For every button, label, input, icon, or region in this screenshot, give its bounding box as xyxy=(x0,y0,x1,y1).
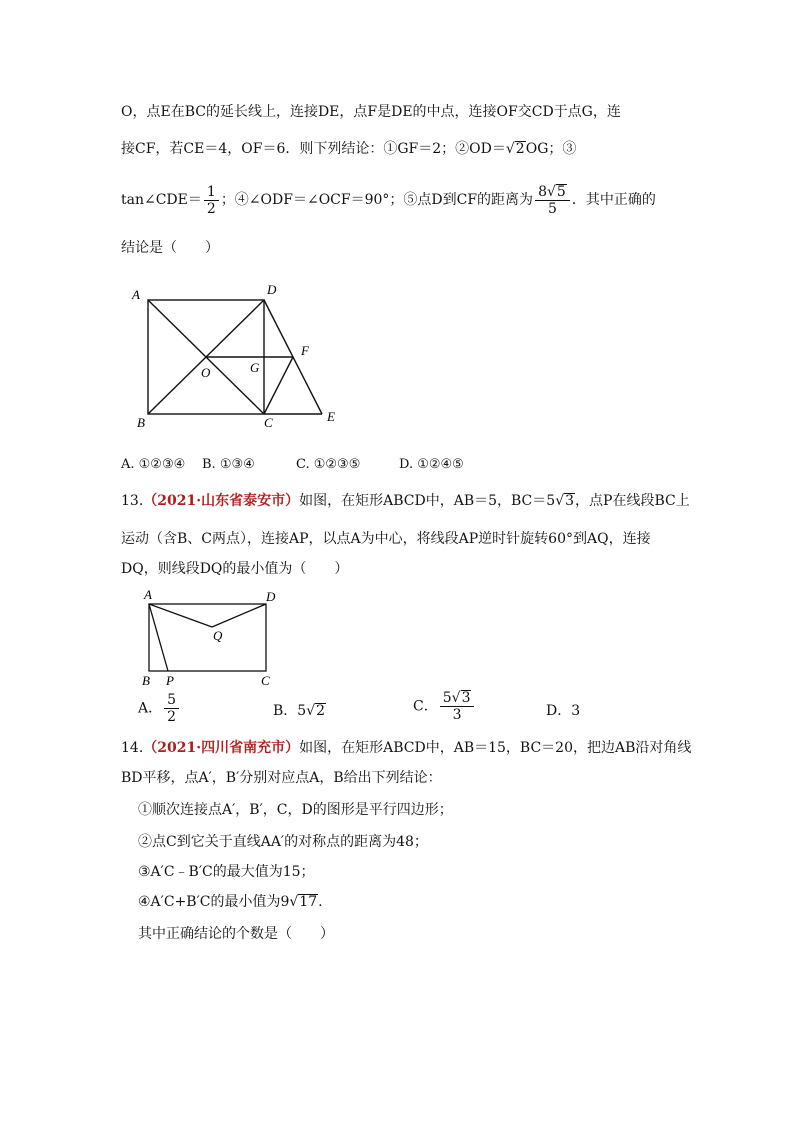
q14-item1: ①顺次连接点A′，B′，C，D的图形是平行四边形； xyxy=(138,802,453,818)
q14-question: 其中正确结论的个数是（ ） xyxy=(138,926,334,942)
label-A: A xyxy=(132,287,140,302)
q12-option-b: B. ①③④ xyxy=(202,457,255,472)
q12-text-line3 xyxy=(121,182,656,218)
sqrt-3: √3 xyxy=(555,493,575,509)
fraction-8root5-over-5: $\frac{8√5}{5}$ xyxy=(535,184,570,217)
q12-option-c: C. ①②③⑤ xyxy=(296,457,361,472)
label-B: B xyxy=(137,415,145,430)
q13-source: （2021·山东省泰安市） xyxy=(143,493,300,509)
q14-item3: ③A′C﹣B′C的最大值为15； xyxy=(138,864,315,880)
q14-line1-rest: 如图，在矩形ABCD中，AB＝15，BC＝20，把边AB沿对角线 xyxy=(299,740,692,756)
label-Q: Q xyxy=(213,628,223,643)
label-B: B xyxy=(142,673,150,688)
q13-figure xyxy=(138,588,298,688)
q14-item2: ②点C到它关于直线AA′的对称点的距离为48； xyxy=(138,834,428,850)
label-C: C xyxy=(264,415,273,430)
fraction-one-half: $\frac{1}{2}$ xyxy=(204,184,219,217)
tan-expression: tan∠CDE＝ xyxy=(121,192,202,208)
q13-number: 13. xyxy=(121,493,144,509)
q13-line1-rest: 如图，在矩形ABCD中，AB＝5，BC＝5 xyxy=(299,493,556,509)
q14-text-line1 xyxy=(121,738,691,758)
q12-line2-post: OG；③ xyxy=(525,141,577,157)
q14-text-line2: BD平移，点A′，B′分别对应点A，B给出下列结论： xyxy=(121,770,442,786)
label-F: F xyxy=(301,343,309,358)
q14-source: （2021·四川省南充市） xyxy=(143,740,300,756)
q12-text-line2 xyxy=(121,139,576,159)
q12-line3-mid: ；④∠ODF＝∠OCF＝90°；⑤点D到CF的距离为 xyxy=(220,192,534,208)
q12-line2-pre: 接CF，若CE＝4，OF＝6．则下列结论：①GF＝2；②OD＝ xyxy=(121,141,506,157)
q13-option-b: B．5√2 xyxy=(273,703,326,719)
q13-option-d: D．3 xyxy=(546,703,581,719)
q12-figure xyxy=(128,283,368,433)
q12-text-line1: O，点E在BC的延长线上，连接DE，点F是DE的中点，连接OF交CD于点G，连 xyxy=(121,104,621,120)
q13-text-line2: 运动（含B、C两点），连接AP，以点A为中心，将线段AP逆时针旋转60°到AQ，连接 xyxy=(121,531,651,547)
q12-option-d: D. ①②④⑤ xyxy=(399,457,464,472)
label-C: C xyxy=(261,673,270,688)
q13-option-a: A． $\frac{5}{2}$ xyxy=(138,692,181,725)
label-O: O xyxy=(201,365,211,380)
q12-line3-end: ．其中正确的 xyxy=(571,192,656,208)
q13-text-line1 xyxy=(121,491,690,511)
label-P: P xyxy=(166,673,174,688)
q13-option-c: C． $\frac{5√3}{3}$ xyxy=(413,690,476,723)
q13-text-line3: DQ，则线段DQ的最小值为（ ） xyxy=(121,561,349,577)
q12-text-line4: 结论是（ ） xyxy=(121,240,219,256)
label-D: D xyxy=(267,283,277,297)
label-G: G xyxy=(250,360,260,375)
label-A: A xyxy=(144,588,152,602)
label-E: E xyxy=(327,409,335,424)
q14-item4: ④A′C+B′C的最小值为9√17. xyxy=(138,894,323,910)
q13-line1-end: ，点P在线段BC上 xyxy=(575,493,690,509)
q12-option-a: A. ①②③④ xyxy=(121,457,186,472)
label-D: D xyxy=(266,589,276,604)
sqrt-2: √2 xyxy=(505,141,525,157)
q14-number: 14. xyxy=(121,740,144,756)
